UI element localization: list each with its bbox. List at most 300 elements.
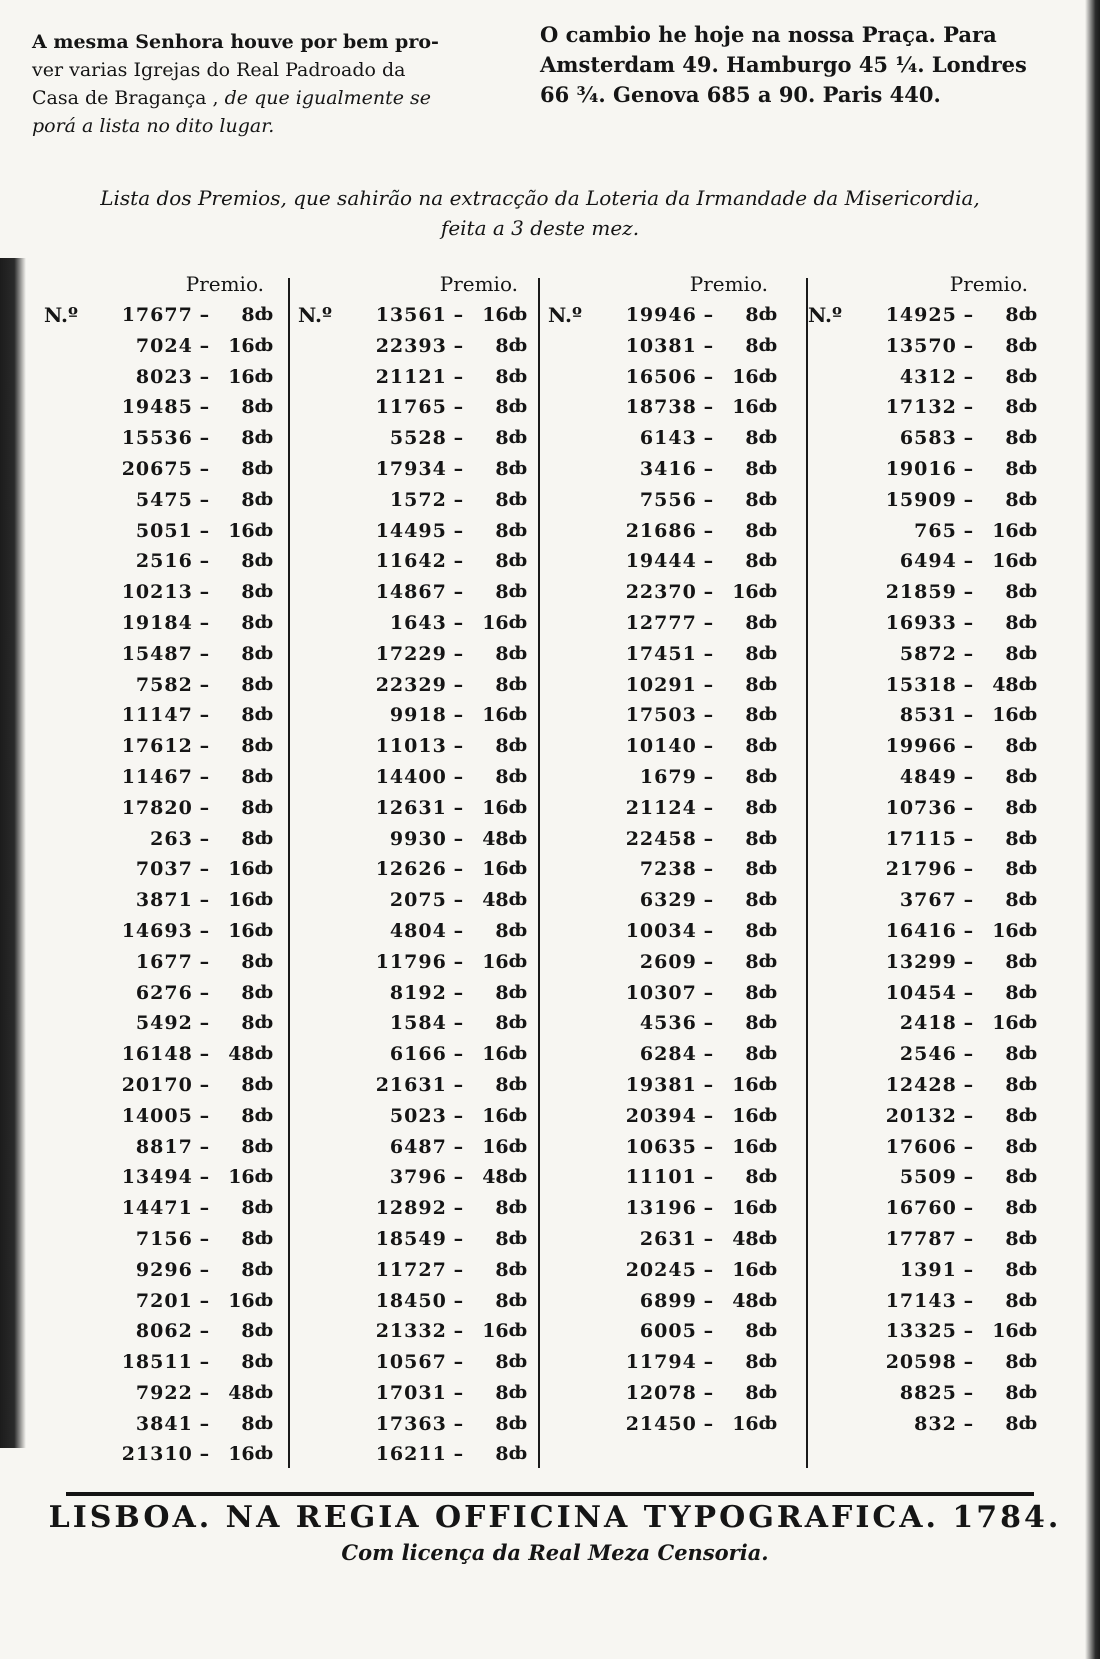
currency-mark: ȸ — [508, 1443, 528, 1465]
currency-mark: ȸ — [508, 1166, 528, 1188]
separator-dash: – — [199, 550, 210, 573]
prize-row — [298, 700, 528, 731]
currency-mark: ȸ — [1018, 1197, 1038, 1219]
currency-mark: ȸ — [758, 427, 778, 449]
prize-row — [548, 700, 778, 731]
prize-amount: 8 — [745, 1166, 759, 1189]
currency-mark: ȸ — [254, 1443, 274, 1465]
ticket-number: 22393 — [375, 334, 447, 357]
prize-amount: 16 — [482, 1320, 509, 1343]
prize-row — [44, 454, 274, 485]
prize-amount: 8 — [745, 858, 759, 881]
separator-dash: – — [199, 1197, 210, 1220]
ticket-number: 6899 — [639, 1289, 697, 1312]
currency-mark: ȸ — [758, 1197, 778, 1219]
prize-amount: 8 — [745, 550, 759, 573]
separator-dash: – — [199, 1381, 210, 1404]
currency-mark: ȸ — [508, 1073, 528, 1095]
separator-dash: – — [199, 765, 210, 788]
ticket-number: 11101 — [625, 1166, 697, 1189]
prize-row — [808, 1132, 1038, 1163]
currency-mark: ȸ — [1018, 1289, 1038, 1311]
prize-amount: 16 — [228, 919, 255, 942]
prize-column-2 — [298, 272, 528, 1470]
prize-amount: 16 — [482, 950, 509, 973]
prize-amount: 8 — [1005, 889, 1019, 912]
currency-mark: ȸ — [254, 1043, 274, 1065]
ticket-number: 13299 — [885, 950, 957, 973]
separator-dash: – — [199, 735, 210, 758]
prize-row — [548, 1070, 778, 1101]
prize-row — [44, 885, 274, 916]
prize-amount: 16 — [732, 1135, 759, 1158]
prize-amount: 16 — [228, 1289, 255, 1312]
church-notice-line-4-text: porá a lista no dito lugar. — [32, 115, 275, 137]
currency-mark: ȸ — [254, 1412, 274, 1434]
prize-amount: 8 — [745, 488, 759, 511]
prize-row — [548, 1224, 778, 1255]
prize-amount: 8 — [745, 735, 759, 758]
separator-dash: – — [963, 457, 974, 480]
currency-mark: ȸ — [508, 765, 528, 787]
ticket-number: 10567 — [375, 1351, 447, 1374]
prize-amount: 8 — [241, 1012, 255, 1035]
prize-amount: 16 — [732, 396, 759, 419]
ticket-number: 16933 — [885, 611, 957, 634]
prize-amount: 48 — [482, 889, 509, 912]
currency-mark: ȸ — [758, 365, 778, 387]
prize-amount: 8 — [241, 642, 255, 665]
ticket-number: 15487 — [121, 642, 193, 665]
prize-amount: 8 — [495, 488, 509, 511]
currency-mark: ȸ — [254, 427, 274, 449]
prize-amount: 8 — [745, 796, 759, 819]
church-notice-line-3b: de que igualmente se — [224, 87, 432, 109]
prize-row — [808, 947, 1038, 978]
currency-mark: ȸ — [508, 704, 528, 726]
currency-mark: ȸ — [508, 1412, 528, 1434]
separator-dash: – — [453, 1412, 464, 1435]
church-notice-line-2: ver varias Igrejas do Real Padroado da — [32, 59, 406, 81]
ticket-number: 10454 — [885, 981, 957, 1004]
currency-mark: ȸ — [508, 1227, 528, 1249]
separator-dash: – — [963, 673, 974, 696]
currency-mark: ȸ — [254, 1320, 274, 1342]
currency-mark: ȸ — [254, 765, 274, 787]
prize-row — [44, 762, 274, 793]
prize-amount: 8 — [1005, 1412, 1019, 1435]
separator-dash: – — [703, 858, 714, 881]
separator-dash: – — [199, 1289, 210, 1312]
ticket-number: 4849 — [899, 765, 957, 788]
ticket-number: 18549 — [375, 1227, 447, 1250]
prize-amount: 8 — [241, 704, 255, 727]
currency-mark: ȸ — [758, 550, 778, 572]
ticket-number: 14471 — [121, 1197, 193, 1220]
currency-mark: ȸ — [758, 1258, 778, 1280]
prize-amount: 8 — [1005, 858, 1019, 881]
currency-mark: ȸ — [1018, 1073, 1038, 1095]
currency-mark: ȸ — [254, 488, 274, 510]
prize-amount: 16 — [482, 858, 509, 881]
ticket-number: 17451 — [625, 642, 697, 665]
ticket-number: 12777 — [625, 611, 697, 634]
separator-dash: – — [703, 1043, 714, 1066]
ticket-number: 20132 — [885, 1104, 957, 1127]
ticket-number: 1391 — [899, 1258, 957, 1281]
currency-mark: ȸ — [1018, 735, 1038, 757]
prize-amount: 8 — [495, 765, 509, 788]
ticket-number: 17787 — [885, 1227, 957, 1250]
ticket-number: 13325 — [885, 1320, 957, 1343]
currency-mark: ȸ — [254, 1135, 274, 1157]
ticket-number: 8062 — [135, 1320, 193, 1343]
exchange-rates — [540, 20, 1040, 110]
lottery-list-title — [60, 183, 1020, 243]
currency-mark: ȸ — [758, 581, 778, 603]
ticket-number: 6487 — [389, 1135, 447, 1158]
prize-row — [548, 670, 778, 701]
prize-row — [808, 423, 1038, 454]
currency-mark: ȸ — [254, 735, 274, 757]
ticket-number: 14693 — [121, 919, 193, 942]
ticket-number: 2546 — [899, 1043, 957, 1066]
currency-mark: ȸ — [508, 457, 528, 479]
separator-dash: – — [199, 1320, 210, 1343]
prize-row — [808, 978, 1038, 1009]
prize-row — [44, 947, 274, 978]
currency-mark: ȸ — [508, 1197, 528, 1219]
ticket-number: 3416 — [639, 457, 697, 480]
prize-amount: 8 — [495, 1351, 509, 1374]
currency-mark: ȸ — [508, 889, 528, 911]
ticket-number: 5492 — [135, 1012, 193, 1035]
separator-dash: – — [453, 519, 464, 542]
prize-row — [44, 824, 274, 855]
prize-row — [808, 700, 1038, 731]
separator-dash: – — [963, 642, 974, 665]
separator-dash: – — [703, 1135, 714, 1158]
separator-dash: – — [199, 304, 210, 326]
prize-row — [548, 454, 778, 485]
prize-row — [298, 423, 528, 454]
currency-mark: ȸ — [508, 519, 528, 541]
currency-mark: ȸ — [1018, 396, 1038, 418]
separator-dash: – — [703, 827, 714, 850]
separator-dash: – — [453, 550, 464, 573]
prize-row — [298, 1439, 528, 1470]
prize-row — [298, 1347, 528, 1378]
separator-dash: – — [703, 735, 714, 758]
prize-amount: 8 — [745, 704, 759, 727]
ticket-number: 6143 — [639, 427, 697, 450]
currency-mark: ȸ — [758, 1166, 778, 1188]
prize-amount: 16 — [228, 1166, 255, 1189]
prize-amount: 48 — [992, 673, 1019, 696]
separator-dash: – — [963, 1073, 974, 1096]
ticket-number: 6005 — [639, 1320, 697, 1343]
currency-mark: ȸ — [254, 1073, 274, 1095]
prize-amount: 16 — [992, 519, 1019, 542]
ticket-number: 11013 — [375, 735, 447, 758]
prize-amount: 8 — [495, 457, 509, 480]
prize-amount: 8 — [1005, 642, 1019, 665]
ticket-number: 2516 — [135, 550, 193, 573]
currency-mark: ȸ — [758, 889, 778, 911]
separator-dash: – — [199, 1135, 210, 1158]
ticket-number: 12626 — [375, 858, 447, 881]
prize-row — [298, 1286, 528, 1317]
prize-row — [808, 1039, 1038, 1070]
ticket-number: 21121 — [375, 365, 447, 388]
ticket-number: 13561 — [375, 304, 447, 326]
prize-row — [44, 731, 274, 762]
separator-dash: – — [453, 1289, 464, 1312]
church-notice — [32, 28, 512, 140]
ticket-number: 19485 — [121, 396, 193, 419]
currency-mark: ȸ — [758, 304, 778, 325]
separator-dash: – — [199, 1043, 210, 1066]
ticket-number: 7238 — [639, 858, 697, 881]
prize-row — [548, 485, 778, 516]
prize-amount: 8 — [495, 1012, 509, 1035]
ticket-number: 10307 — [625, 981, 697, 1004]
prize-row — [808, 1347, 1038, 1378]
prize-row — [298, 1316, 528, 1347]
separator-dash: – — [199, 581, 210, 604]
prize-row — [548, 639, 778, 670]
ticket-number: 14400 — [375, 765, 447, 788]
prize-row — [808, 392, 1038, 423]
currency-mark: ȸ — [508, 919, 528, 941]
premio-header: Premio. — [949, 272, 1028, 296]
prize-amount: 16 — [992, 1320, 1019, 1343]
ticket-number: 12631 — [375, 796, 447, 819]
ticket-number: 9918 — [389, 704, 447, 727]
separator-dash: – — [199, 704, 210, 727]
currency-mark: ȸ — [758, 827, 778, 849]
separator-dash: – — [199, 457, 210, 480]
currency-mark: ȸ — [758, 796, 778, 818]
ticket-number: 19966 — [885, 735, 957, 758]
currency-mark: ȸ — [508, 1351, 528, 1373]
separator-dash: – — [963, 1012, 974, 1035]
currency-mark: ȸ — [254, 1104, 274, 1126]
currency-mark: ȸ — [758, 1043, 778, 1065]
church-notice-line-3a: Casa de Bragança , — [32, 87, 219, 109]
ticket-number: 4312 — [899, 365, 957, 388]
separator-dash: – — [963, 827, 974, 850]
ticket-number: 10213 — [121, 581, 193, 604]
separator-dash: – — [453, 827, 464, 850]
ticket-number: 19946 — [625, 304, 697, 326]
ticket-number: 6276 — [135, 981, 193, 1004]
ticket-number: 6329 — [639, 889, 697, 912]
prize-row — [44, 1101, 274, 1132]
prize-row — [298, 608, 528, 639]
ticket-number: 832 — [914, 1412, 957, 1435]
separator-dash: – — [703, 1166, 714, 1189]
prize-row — [548, 392, 778, 423]
currency-mark: ȸ — [1018, 889, 1038, 911]
currency-mark: ȸ — [1018, 827, 1038, 849]
prize-row — [548, 885, 778, 916]
separator-dash: – — [453, 611, 464, 634]
separator-dash: – — [963, 1135, 974, 1158]
separator-dash: – — [963, 735, 974, 758]
separator-dash: – — [453, 334, 464, 357]
ticket-number: 22370 — [625, 581, 697, 604]
prize-amount: 8 — [241, 427, 255, 450]
prize-row — [808, 1193, 1038, 1224]
currency-mark: ȸ — [758, 642, 778, 664]
prize-amount: 8 — [241, 796, 255, 819]
premio-header: Premio. — [689, 272, 768, 296]
currency-mark: ȸ — [508, 673, 528, 695]
currency-mark: ȸ — [1018, 1135, 1038, 1157]
separator-dash: – — [453, 581, 464, 604]
prize-amount: 8 — [745, 673, 759, 696]
currency-mark: ȸ — [508, 1320, 528, 1342]
ticket-number: 21686 — [625, 519, 697, 542]
ticket-number: 22458 — [625, 827, 697, 850]
prize-amount: 16 — [228, 334, 255, 357]
currency-mark: ȸ — [254, 1258, 274, 1280]
exchange-line-3: 66 ¾. Genova 685 a 90. Paris 440. — [540, 82, 941, 107]
separator-dash: – — [199, 427, 210, 450]
separator-dash: – — [963, 1043, 974, 1066]
lottery-title-line-1: Lista dos Premios, que sahirão na extracção da Loteria da Irmandade da Misericordia, — [100, 186, 980, 210]
number-label: N.º — [298, 303, 332, 327]
ticket-number: 1677 — [135, 950, 193, 973]
ticket-number: 10381 — [625, 334, 697, 357]
prize-row — [298, 639, 528, 670]
separator-dash: – — [453, 1320, 464, 1343]
prize-amount: 16 — [732, 1258, 759, 1281]
prize-row — [808, 608, 1038, 639]
prize-amount: 48 — [732, 1227, 759, 1250]
ticket-number: 6166 — [389, 1043, 447, 1066]
column-rule — [538, 278, 540, 1468]
separator-dash: – — [453, 1135, 464, 1158]
prize-row — [548, 731, 778, 762]
prize-row — [44, 1162, 274, 1193]
prize-row — [298, 300, 528, 331]
currency-mark: ȸ — [1018, 858, 1038, 880]
currency-mark: ȸ — [254, 704, 274, 726]
currency-mark: ȸ — [254, 919, 274, 941]
ticket-number: 17132 — [885, 396, 957, 419]
currency-mark: ȸ — [758, 673, 778, 695]
ticket-number: 20394 — [625, 1104, 697, 1127]
prize-row — [44, 1193, 274, 1224]
separator-dash: – — [199, 1258, 210, 1281]
separator-dash: – — [963, 1412, 974, 1435]
ticket-number: 8817 — [135, 1135, 193, 1158]
prize-amount: 8 — [745, 642, 759, 665]
currency-mark: ȸ — [254, 796, 274, 818]
ticket-number: 20598 — [885, 1351, 957, 1374]
ticket-number: 16148 — [121, 1043, 193, 1066]
prize-amount: 16 — [482, 704, 509, 727]
prize-row — [44, 423, 274, 454]
currency-mark: ȸ — [1018, 365, 1038, 387]
ticket-number: 11467 — [121, 765, 193, 788]
ticket-number: 14005 — [121, 1104, 193, 1127]
separator-dash: – — [963, 796, 974, 819]
prize-row — [548, 331, 778, 362]
prize-row — [548, 300, 778, 331]
prize-amount: 8 — [241, 304, 255, 326]
ticket-number: 263 — [150, 827, 193, 850]
separator-dash: – — [199, 796, 210, 819]
prize-amount: 8 — [495, 1073, 509, 1096]
separator-dash: – — [703, 488, 714, 511]
prize-amount: 8 — [745, 519, 759, 542]
separator-dash: – — [453, 889, 464, 912]
separator-dash: – — [199, 858, 210, 881]
prize-row — [548, 978, 778, 1009]
ticket-number: 13494 — [121, 1166, 193, 1189]
prize-row — [298, 1008, 528, 1039]
ticket-number: 21124 — [625, 796, 697, 819]
prize-amount: 16 — [482, 304, 509, 326]
prize-amount: 8 — [495, 427, 509, 450]
ticket-number: 13196 — [625, 1197, 697, 1220]
currency-mark: ȸ — [1018, 611, 1038, 633]
premio-header: Premio. — [439, 272, 518, 296]
prize-row — [44, 331, 274, 362]
separator-dash: – — [703, 1197, 714, 1220]
prize-row — [298, 1039, 528, 1070]
prize-column-4 — [808, 272, 1038, 1439]
ticket-number: 7156 — [135, 1227, 193, 1250]
prize-row — [808, 1224, 1038, 1255]
prize-amount: 8 — [241, 827, 255, 850]
prize-row — [44, 700, 274, 731]
ticket-number: 3871 — [135, 889, 193, 912]
prize-amount: 8 — [745, 304, 759, 326]
separator-dash: – — [963, 1320, 974, 1343]
church-notice-line-1: A mesma Senhora houve por bem pro- — [32, 31, 439, 53]
currency-mark: ȸ — [758, 1012, 778, 1034]
prize-amount: 8 — [1005, 304, 1019, 326]
currency-mark: ȸ — [254, 827, 274, 849]
prize-row — [298, 577, 528, 608]
prize-row — [44, 978, 274, 1009]
currency-mark: ȸ — [254, 1381, 274, 1403]
currency-mark: ȸ — [508, 550, 528, 572]
prize-row — [808, 1101, 1038, 1132]
prize-row — [44, 916, 274, 947]
prize-amount: 8 — [241, 1197, 255, 1220]
separator-dash: – — [453, 1351, 464, 1374]
prize-row — [808, 1316, 1038, 1347]
currency-mark: ȸ — [254, 1012, 274, 1034]
separator-dash: – — [453, 304, 464, 326]
currency-mark: ȸ — [1018, 581, 1038, 603]
prize-row — [808, 1378, 1038, 1409]
prize-amount: 16 — [482, 796, 509, 819]
ticket-number: 10291 — [625, 673, 697, 696]
ticket-number: 14495 — [375, 519, 447, 542]
prize-amount: 16 — [228, 365, 255, 388]
prize-row — [298, 1193, 528, 1224]
prize-amount: 48 — [228, 1043, 255, 1066]
prize-row — [548, 947, 778, 978]
separator-dash: – — [703, 519, 714, 542]
prize-row — [548, 1316, 778, 1347]
